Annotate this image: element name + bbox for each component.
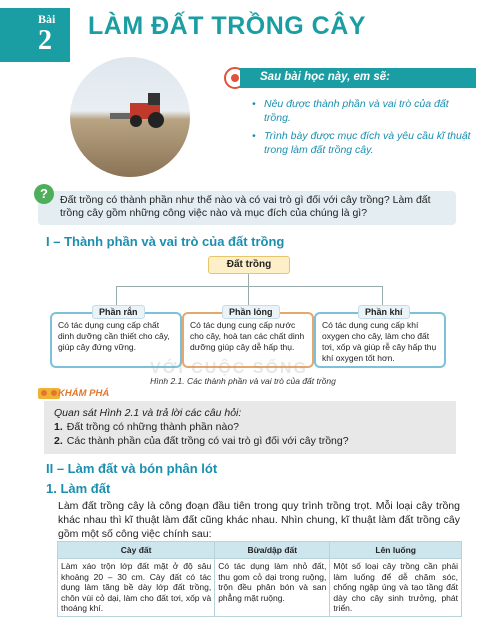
part-label-gas: Phần khí bbox=[358, 305, 410, 319]
objectives-header: Sau bài học này, em sẽ: bbox=[240, 68, 476, 88]
question-mark-icon: ? bbox=[34, 184, 54, 204]
table-header: Bừa/dập đất bbox=[215, 542, 330, 559]
part-text: Có tác dụng cung cấp khí oxygen cho cây, làm cho đất tơi, xốp và giúp rễ cây hấp thụ khí oxygen tốt hơn. bbox=[322, 320, 437, 363]
part-text: Có tác dụng cung cấp nước cho cây, hoà tan các chất dinh dưỡng giúp cây dễ hấp thụ. bbox=[190, 320, 305, 352]
table-row bbox=[58, 559, 462, 617]
question-text: Đất trồng có thành phần như thế nào và có vai trò gì đối với cây trồng? Làm đất trồng cây gồm những công việc nào và mục đích của chúng là gì? bbox=[60, 194, 431, 219]
objective-item: • Trình bày được mục đích và yêu cầu kĩ thuật trong làm đất trồng cây. bbox=[252, 129, 474, 157]
section2-subheading: 1. Làm đất bbox=[46, 481, 111, 496]
connector-line bbox=[248, 286, 249, 306]
connector-line bbox=[116, 286, 382, 287]
soil-root-box: Đất trồng bbox=[208, 256, 290, 274]
section1-heading: I – Thành phần và vai trò của đất trồng bbox=[46, 234, 285, 249]
section2-heading: II – Làm đất và bón phân lót bbox=[46, 461, 218, 476]
table-cell: Một số loại cây trồng cần phải làm luống để dễ chăm sóc, chống ngập úng và tạo tầng đất dày cho cây sinh trưởng, phát triển. bbox=[330, 559, 462, 617]
lesson-number: 2 bbox=[38, 25, 52, 56]
table-header: Cày đất bbox=[58, 542, 215, 559]
question-box bbox=[38, 191, 456, 225]
connector-line bbox=[248, 274, 249, 286]
section2-body: Làm đất trồng cây là công đoạn đầu tiên trong quy trình trồng trọt. Mỗi loại cây trồng khác nhau thì kĩ thuật làm đất cũng khác nhau. Nhìn chung, kĩ thuật làm đất trồng cây gồm một số công việc chính sau: bbox=[58, 500, 460, 540]
lesson-word: Bài bbox=[38, 12, 56, 26]
operations-table bbox=[57, 541, 462, 617]
figure-caption: Hình 2.1. Các thành phần và vai trò của đất trồng bbox=[150, 376, 336, 386]
part-box-gas bbox=[314, 312, 446, 368]
explore-label: KHÁM PHÁ bbox=[58, 388, 110, 399]
objective-item: • Nêu được thành phần và vai trò của đất trồng. bbox=[252, 97, 474, 125]
explore-question: 2. Các thành phần của đất trồng có vai trò gì đối với cây trồng? bbox=[54, 435, 349, 447]
part-text: Có tác dụng cung cấp chất dinh dưỡng cần thiết cho cây, giúp cây đứng vững. bbox=[58, 320, 170, 352]
table-cell: Làm xáo trộn lớp đất mặt ở độ sâu khoảng 20 – 30 cm. Cày đất có tác dụng làm tăng bề dày lớp đất trồng, chôn vùi cỏ dại, làm cho đất tơi, xốp và thoáng khí. bbox=[58, 559, 215, 617]
tractor-field-photo bbox=[70, 57, 190, 177]
connector-line bbox=[382, 286, 383, 306]
table-header: Lên luống bbox=[330, 542, 462, 559]
watermark-text: VỚI CUỘC SỐNG bbox=[150, 360, 308, 377]
part-label-solid: Phần rắn bbox=[92, 305, 145, 319]
table-cell: Có tác dụng làm nhỏ đất, thu gom cỏ dại trong ruộng, trộn đều phân bón và san phẳng mặt ruộng. bbox=[215, 559, 330, 617]
part-label-liquid: Phần lỏng bbox=[222, 305, 280, 319]
lesson-title: LÀM ĐẤT TRỒNG CÂY bbox=[88, 12, 366, 40]
objectives-list bbox=[252, 97, 474, 161]
explore-box bbox=[44, 401, 456, 454]
lesson-badge bbox=[0, 8, 70, 62]
explore-intro: Quan sát Hình 2.1 và trả lời các câu hỏi: bbox=[54, 407, 242, 419]
connector-line bbox=[116, 286, 117, 306]
explore-icon bbox=[38, 386, 60, 400]
explore-question: 1. Đất trồng có những thành phần nào? bbox=[54, 421, 240, 433]
